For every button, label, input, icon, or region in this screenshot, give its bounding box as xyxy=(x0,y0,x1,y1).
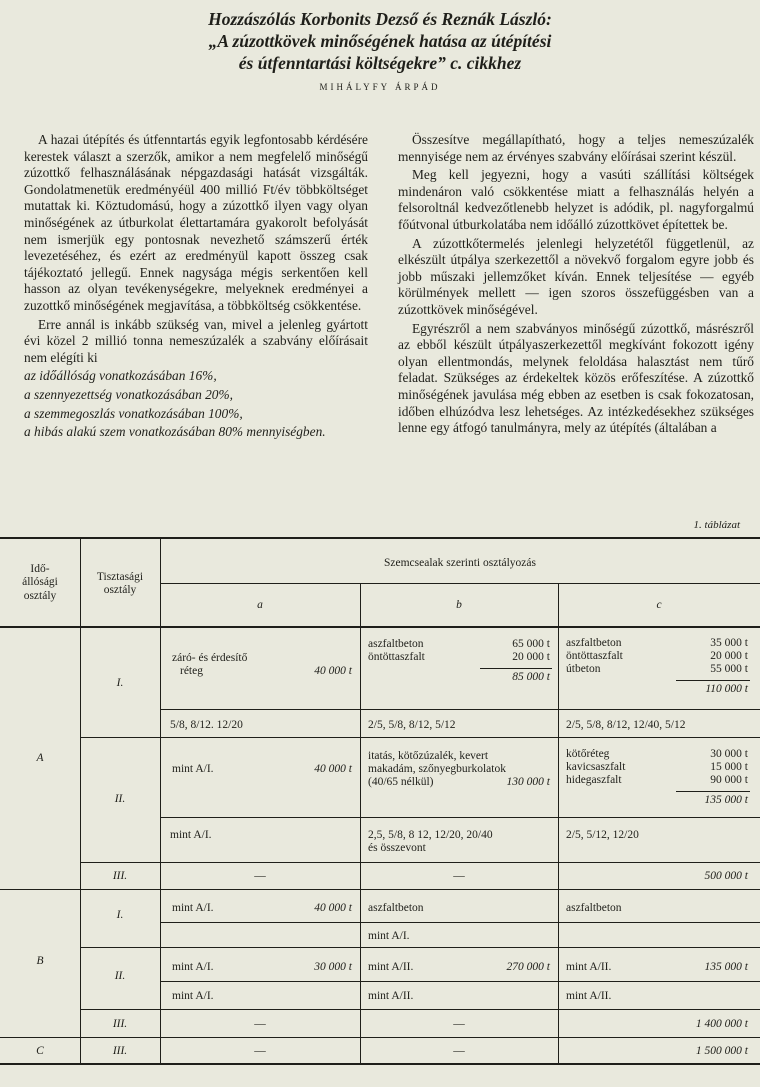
ai-b-name: aszfaltbeton xyxy=(368,638,424,650)
title-line-2: „A zúzottkövek minőségének hatása az útépítési xyxy=(208,31,552,51)
left-paragraph-2: Erre annál is inkább szükség van, mivel a jelenleg gyártott évi közel 2 millió tonna nemeszúzalék a szabvány előírásait nem elégíti ki xyxy=(24,316,368,365)
article-title xyxy=(0,8,760,74)
header-tisztasagi-osztaly xyxy=(80,571,160,598)
aii-a-qty: 40 000 t xyxy=(314,763,352,775)
dash: — xyxy=(254,870,266,882)
table-column-rule xyxy=(160,537,161,1064)
aii-c-name: kötőréteg xyxy=(566,748,610,760)
ai-b-name: öntöttaszfalt xyxy=(368,651,425,663)
list-item: a hibás alakú szem vonatkozásában 80% mennyiségben. xyxy=(24,424,326,440)
biii-c-qty: 1 400 000 t xyxy=(695,1018,748,1030)
ai-c-qty: 20 000 t xyxy=(710,650,748,662)
ai-c-qty: 35 000 t xyxy=(710,637,748,649)
aii-c-qty: 15 000 t xyxy=(710,761,748,773)
row-label-b: B xyxy=(36,955,44,967)
ai-b-qty: 20 000 t xyxy=(512,651,550,663)
ai-c-name: aszfaltbeton xyxy=(566,637,622,649)
aii-c-sum: 135 000 t xyxy=(704,794,748,806)
table-rule xyxy=(160,709,760,710)
ai-c-name: útbeton xyxy=(566,663,601,675)
row-label-a: A xyxy=(36,752,44,764)
header-idoallosagi-osztaly xyxy=(0,563,80,603)
sum-rule xyxy=(676,680,750,681)
title-line-1: Hozzászólás Korbonits Dezső és Reznák László: xyxy=(208,9,552,29)
ciii-c-qty: 1 500 000 t xyxy=(695,1045,748,1057)
row-label-i: I. xyxy=(116,677,124,689)
list-item: a szennyezettség vonatkozásában 20%, xyxy=(24,386,234,402)
table-rule xyxy=(160,817,760,818)
bii-b-label: mint A/II. xyxy=(368,961,414,973)
classification-table xyxy=(0,537,760,1065)
left-column xyxy=(24,132,368,443)
table-top-rule xyxy=(0,537,760,539)
ai-b-qty: 65 000 t xyxy=(512,638,550,650)
aii-a-label: mint A/I. xyxy=(172,763,214,775)
bi-a-label: mint A/I. xyxy=(172,902,214,914)
bi-b-frac: mint A/I. xyxy=(368,930,410,942)
row-label-iii: III. xyxy=(112,1018,128,1030)
ai-c-frac: 2/5, 5/8, 8/12, 12/40, 5/12 xyxy=(566,719,686,731)
aii-c-frac: 2/5, 5/12, 12/20 xyxy=(566,829,639,841)
row-label-ii: II. xyxy=(114,793,126,805)
bi-b-text: aszfaltbeton xyxy=(368,902,424,914)
cell-text: záró- és érdesítő xyxy=(172,652,248,664)
ai-b-sum: 85 000 t xyxy=(512,671,550,683)
header-text: osztály xyxy=(103,584,137,597)
dash: — xyxy=(453,870,465,882)
aii-b-frac: és összevont xyxy=(368,842,426,854)
table-rule xyxy=(160,981,760,982)
sum-rule xyxy=(480,668,552,669)
aii-a-frac: mint A/I. xyxy=(170,829,212,841)
header-group: Szemcsealak szerinti osztályozás xyxy=(384,557,536,569)
table-bottom-rule xyxy=(0,1063,760,1065)
table-rule xyxy=(80,947,760,948)
ai-a-label xyxy=(172,652,247,679)
sum-rule xyxy=(676,791,750,792)
row-label-c: C xyxy=(36,1045,44,1057)
right-paragraph-1: Összesítve megállapítható, hogy a teljes nemeszúzalék mennyisége nem az érvényes szabvány előírásai szerint készül. xyxy=(398,132,754,164)
dash: — xyxy=(254,1018,266,1030)
aii-c-name: hidegaszfalt xyxy=(566,774,622,786)
table-rule xyxy=(80,737,760,738)
ai-c-name: öntöttaszfalt xyxy=(566,650,623,662)
row-label-iii: III. xyxy=(112,870,128,882)
table-column-rule xyxy=(360,583,361,1064)
table-rule xyxy=(80,862,760,863)
right-paragraph-2: Meg kell jegyezni, hogy a vasúti szállítási költségek mindenáron való csökkentése miatt a felhasználás helyén a felsoroltnál kedvezőtlenebb helyzet is adódik, pl. nagyforgalmú főútvonal útburkolatába nem időálló zúzottkövet építettek be. xyxy=(398,167,754,232)
dash: — xyxy=(453,1018,465,1030)
aii-b-text: itatás, kötőzúzalék, kevert xyxy=(368,750,489,762)
right-column xyxy=(398,132,754,439)
bii-b-frac: mint A/II. xyxy=(368,990,414,1002)
list-item: az időállóság vonatkozásában 16%, xyxy=(24,368,217,384)
bi-a-qty: 40 000 t xyxy=(314,902,352,914)
header-col-b: b xyxy=(456,599,462,611)
row-label-ii: II. xyxy=(114,970,126,982)
aii-b-qty: 130 000 t xyxy=(506,776,550,788)
cell-text: réteg xyxy=(180,665,203,678)
bii-a-label: mint A/I. xyxy=(172,961,214,973)
header-text: Tisztasági xyxy=(96,571,144,583)
table-rule xyxy=(0,889,760,890)
aii-b-text: makadám, szőnyegburkolatok xyxy=(368,763,506,775)
header-col-a: a xyxy=(257,599,263,611)
bii-a-frac: mint A/I. xyxy=(172,990,214,1002)
ai-c-sum: 110 000 t xyxy=(705,683,748,695)
ai-b-frac: 2/5, 5/8, 8/12, 5/12 xyxy=(368,719,456,731)
table-rule xyxy=(80,1009,760,1010)
aiii-c-qty: 500 000 t xyxy=(704,870,748,882)
list-item: a szemmegoszlás vonatkozásában 100%, xyxy=(24,405,243,421)
dash: — xyxy=(254,1045,266,1057)
author-name: MIHÁLYFY ÁRPÁD xyxy=(319,82,441,92)
table-rule xyxy=(0,1037,760,1038)
bii-c-label: mint A/II. xyxy=(566,961,612,973)
aii-c-qty: 30 000 t xyxy=(710,748,748,760)
bii-c-qty: 135 000 t xyxy=(704,961,748,973)
table-column-rule xyxy=(558,583,559,1064)
bii-b-qty: 270 000 t xyxy=(506,961,550,973)
aii-b-note: (40/65 nélkül) xyxy=(368,776,434,788)
left-paragraph-1: A hazai útépítés és útfenntartás egyik legfontosabb kérdésére kerestek választ a szerzők, amikor a nem megfelelő minőségű zúzottkő felhasználásának népgazdasági hatását vizsgálták. Gondolatmenetük eredményéül 400 millió Ft/év többköltséget mutattak ki. Köztudomású, hogy a zúzottkő ilyen vagy olyan minőségének az útburkolat élettartamára gyakorolt befolyását nem ismerjük egy pontosnak nevezhető számszerű érték levezetéséhez, és ezért az eredményül kapott összeg csak tájékoztató jellegű. Ennek nagysága mégis serkentően kell hasson az olyan tevékenységekre, melyeknek eredményei a zuzottkő minőségének megjavítása, a többköltség csökkentése. xyxy=(24,132,368,313)
ai-c-qty: 55 000 t xyxy=(710,663,748,675)
ai-a-frac: 5/8, 8/12. 12/20 xyxy=(170,719,243,731)
aii-b-frac: 2,5, 5/8, 8 12, 12/20, 20/40 xyxy=(368,829,493,841)
row-label-i: I. xyxy=(116,909,124,921)
right-paragraph-4: Egyrészről a nem szabványos minőségű zúzottkő, másrészről az ebből készült útpályaszerkezettől megkívánt fokozott igény olyan ellentmondás, melynek feloldása halasztást nem tűrő feladat. Szükséges az érdekeltek közös erőfeszítése. A zúzottkő minőségének javulása még ebben az esetben is csak fokozatosan, időben elhúzódva lesz lehetséges. Az intézkedésekhez szükséges lenne egy átfogó tanulmányra, mely az útépítés (általában a xyxy=(398,320,754,436)
aii-c-name: kavicsaszfalt xyxy=(566,761,626,773)
right-paragraph-3: A zúzottkőtermelés jelenlegi helyzetétől függetlenül, az elkészült útpálya szerkezettől a növekvő forgalom egyre jobb és jobb műszaki jellemzőket kíván. Ennek teljesítése — egyéb körülmények mellett — igen szoros összefüggésben van a zúzottkövek minőségével. xyxy=(398,235,754,317)
deficiency-list xyxy=(24,368,368,440)
table-header-rule xyxy=(0,626,760,628)
dash: — xyxy=(453,1045,465,1057)
header-text: osztály xyxy=(23,589,57,602)
table-rule xyxy=(160,583,760,584)
row-label-iii: III. xyxy=(112,1045,128,1057)
title-line-3: és útfenntartási költségekre” c. cikkhez xyxy=(238,53,522,73)
ai-a-qty: 40 000 t xyxy=(314,665,352,677)
header-text: állósági xyxy=(22,576,58,589)
header-text: Idő- xyxy=(30,563,50,575)
bi-c-text: aszfaltbeton xyxy=(566,902,622,914)
table-caption: 1. táblázat xyxy=(693,519,740,531)
bii-a-qty: 30 000 t xyxy=(314,961,352,973)
header-col-c: c xyxy=(656,599,662,611)
table-rule xyxy=(160,922,760,923)
aii-c-qty: 90 000 t xyxy=(710,774,748,786)
bii-c-frac: mint A/II. xyxy=(566,990,612,1002)
